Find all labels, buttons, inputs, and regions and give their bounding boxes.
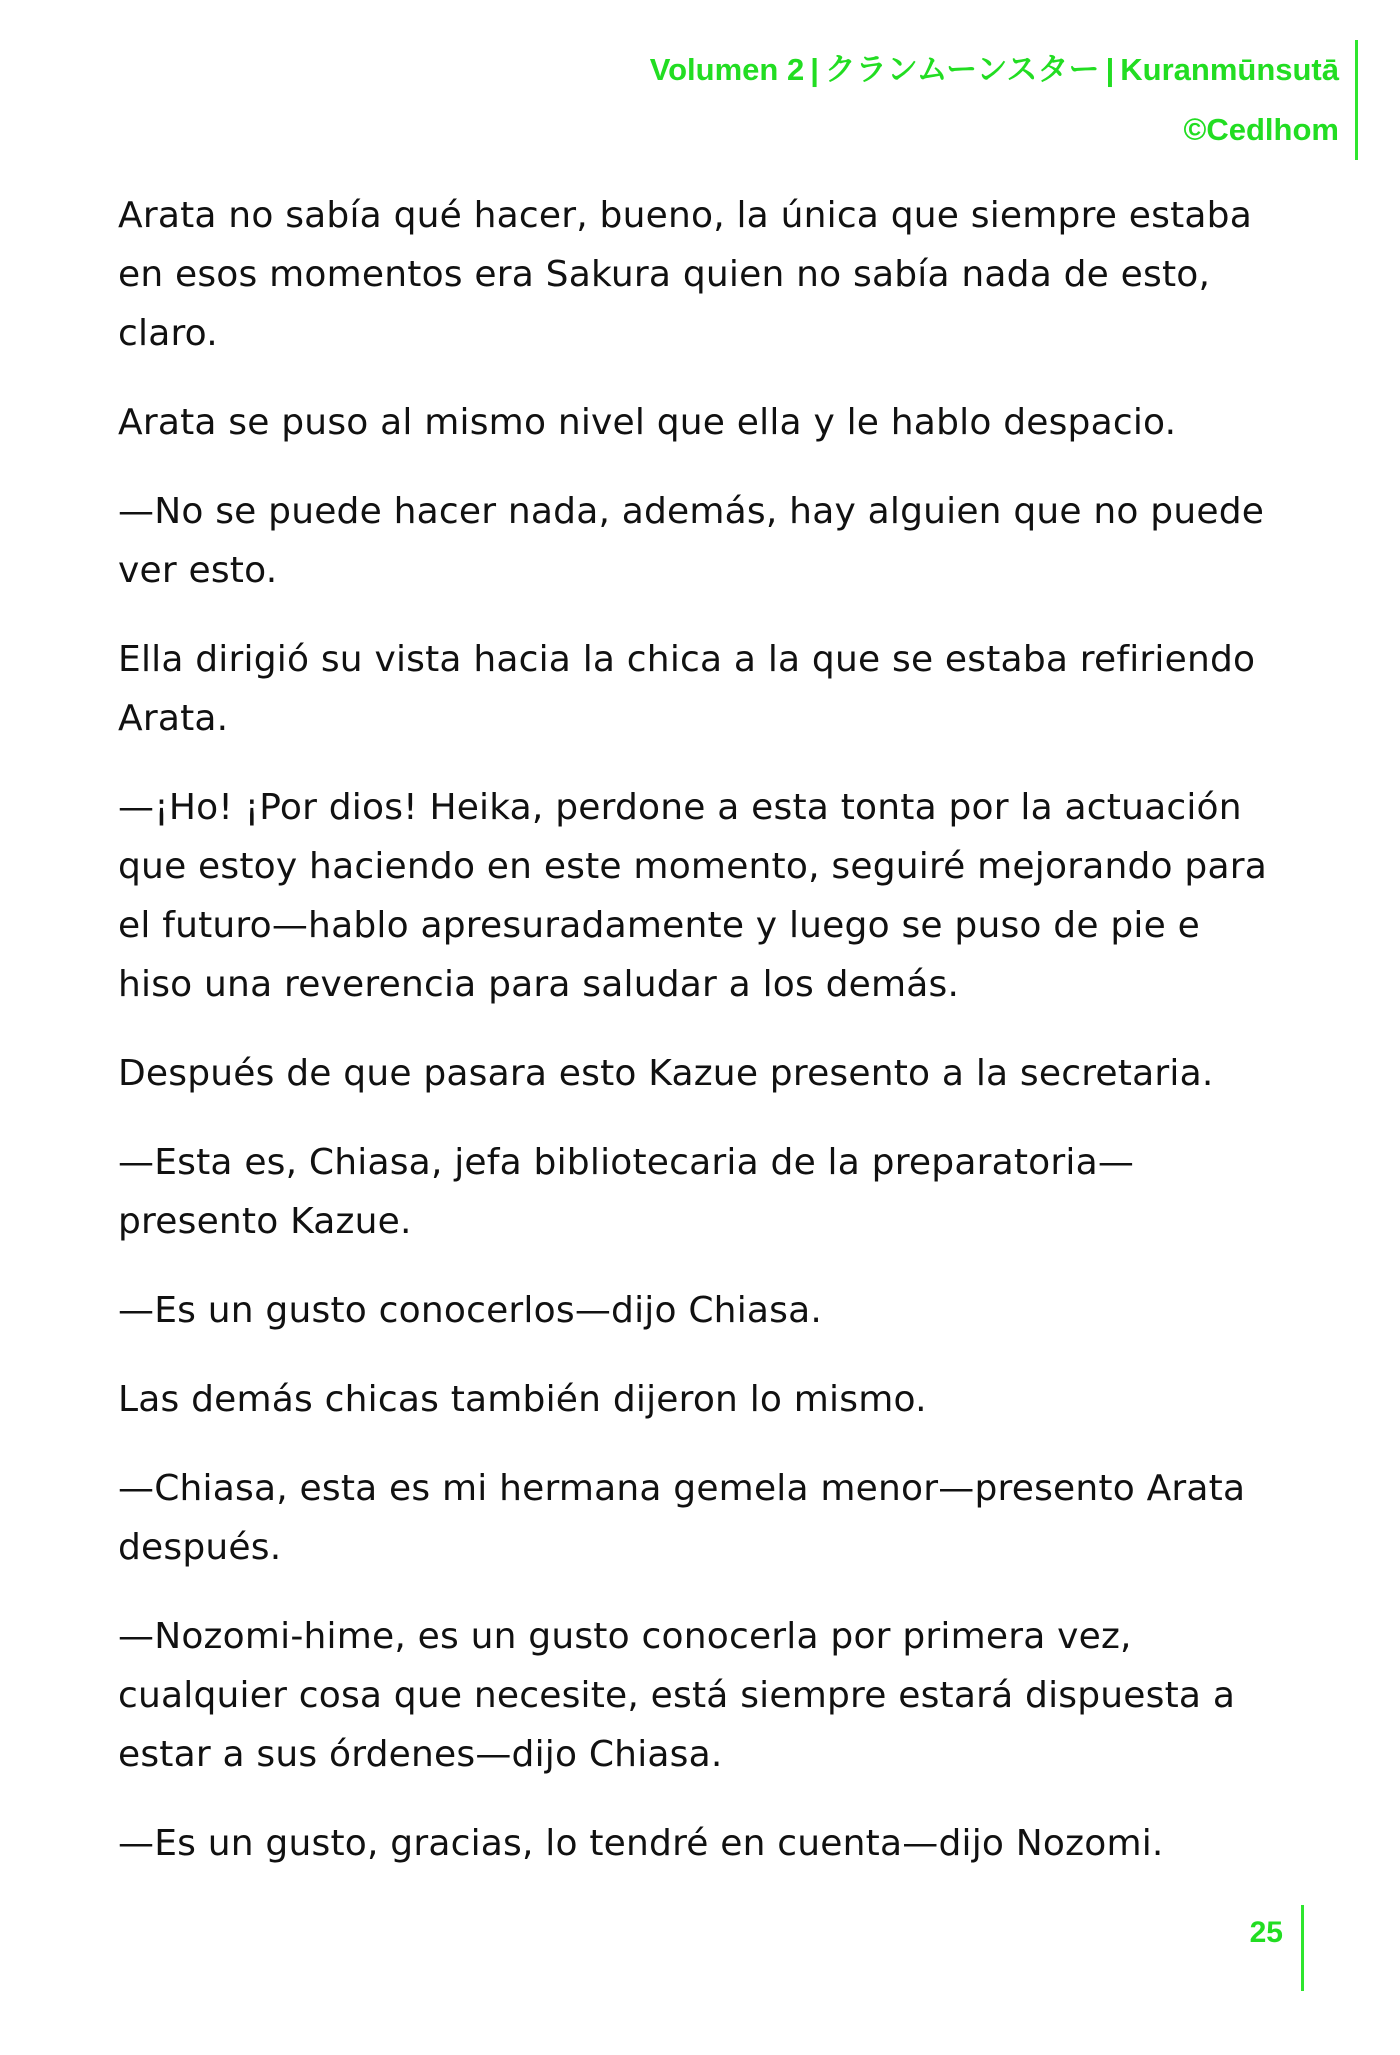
- paragraph: Arata se puso al mismo nivel que ella y le hablo despacio.: [118, 402, 1177, 443]
- header-separator: |: [810, 52, 819, 87]
- paragraph: —Nozomi-hime, es un gusto conocerla por primera vez, cualquier cosa que necesite, está siempre estará dispuesta a estar a sus órdenes—dijo Chiasa.: [118, 1616, 1236, 1775]
- paragraph: —No se puede hacer nada, además, hay alguien que no puede ver esto.: [118, 491, 1265, 591]
- paragraph: Ella dirigió su vista hacia la chica a la que se estaba refiriendo Arata.: [118, 639, 1256, 739]
- paragraph: —Es un gusto conocerlos—dijo Chiasa.: [118, 1290, 823, 1331]
- series-title-romaji: Kuranmūnsutā: [1120, 52, 1339, 87]
- page-number: 25: [1249, 1916, 1283, 1949]
- copyright-label: ©Cedlhom: [1183, 112, 1339, 147]
- series-title-japanese: クランムーンスター: [824, 52, 1100, 87]
- paragraph: Las demás chicas también dijeron lo mismo.: [118, 1379, 927, 1420]
- paragraph: —Esta es, Chiasa, jefa bibliotecaria de la preparatoria—presento Kazue.: [118, 1142, 1135, 1242]
- paragraph: Después de que pasara esto Kazue presento a la secretaria.: [118, 1053, 1214, 1094]
- paragraph: —Es un gusto, gracias, lo tendré en cuenta—dijo Nozomi.: [118, 1823, 1164, 1864]
- page-header: [650, 40, 1358, 160]
- paragraph: Arata no sabía qué hacer, bueno, la única que siempre estaba en esos momentos era Sakura quien no sabía nada de esto, claro.: [118, 195, 1252, 354]
- volume-label: Volumen 2: [649, 52, 805, 87]
- paragraph: —¡Ho! ¡Por dios! Heika, perdone a esta tonta por la actuación que estoy haciendo en este momento, seguiré mejorando para el futuro—hablo apresuradamente y luego se puso de pie e hiso una reverencia para saludar a los demás.: [118, 787, 1267, 1005]
- header-title-line: [650, 40, 1339, 100]
- page-footer: [1250, 1905, 1304, 1991]
- page-body: [118, 186, 1278, 1903]
- paragraph: —Chiasa, esta es mi hermana gemela menor—presento Arata después.: [118, 1468, 1246, 1568]
- header-separator: |: [1105, 52, 1115, 87]
